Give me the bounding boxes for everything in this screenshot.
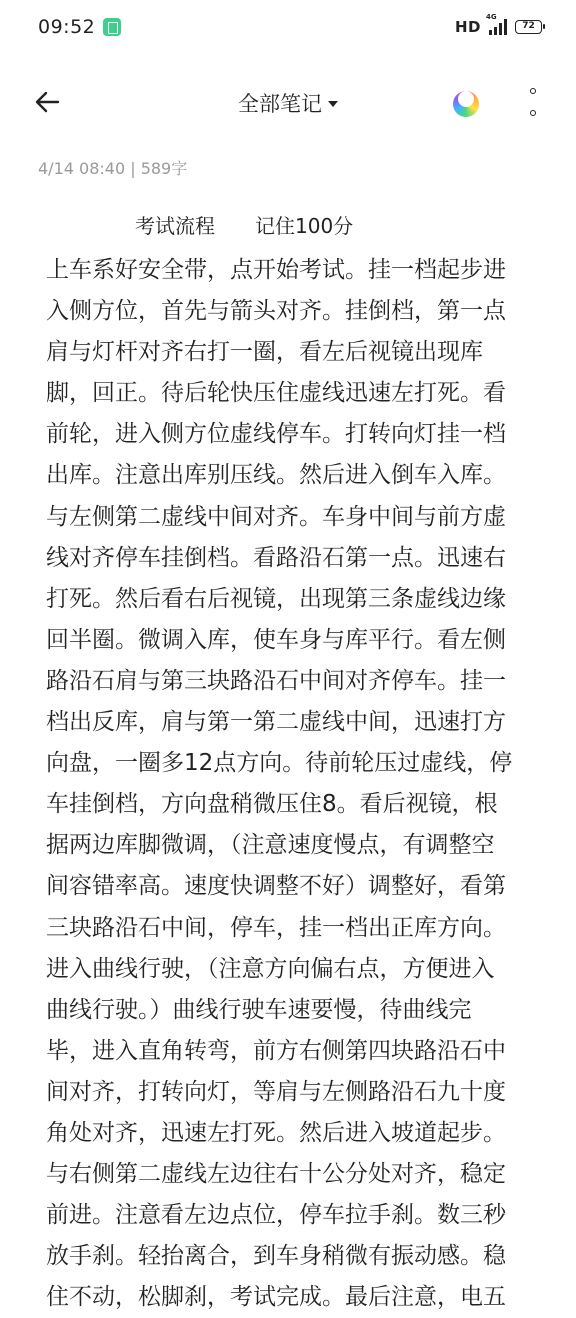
battery-icon: 72 — [515, 20, 542, 34]
note-body[interactable] — [46, 250, 532, 1318]
note-line: 肩与灯杆对齐右打一圈，看左后视镜出现库 — [46, 339, 483, 366]
dot — [530, 88, 536, 94]
note-line: 车挂倒档，方向盘稍微压住8。看后视镜，根 — [46, 791, 498, 818]
note-line: 据两边库脚微调，（注意速度慢点，有调整空 — [46, 832, 495, 859]
note-line: 向盘，一圈多12点方向。待前轮压过虚线，停 — [46, 750, 513, 777]
note-line: 间容错率高。速度快调整不好）调整好，看第 — [46, 873, 506, 900]
note-heading[interactable]: 考试流程 记住100分 — [135, 214, 354, 238]
signal-bar — [504, 19, 507, 35]
signal-bar — [499, 23, 502, 35]
note-line: 毕，进入直角转弯，前方右侧第四块路沿石中 — [46, 1037, 506, 1064]
note-line: 出库。注意出库别压线。然后进入倒车入库。 — [46, 462, 506, 489]
note-line: 间对齐，打转向灯，等肩与左侧路沿石九十度 — [46, 1078, 506, 1105]
note-line: 与左侧第二虚线中间对齐。车身中间与前方虚 — [46, 503, 506, 530]
toolbar — [0, 68, 576, 134]
hd-indicator: HD — [454, 18, 481, 36]
toolbar-title: 全部笔记 — [238, 92, 322, 116]
dot — [530, 110, 536, 116]
note-line: 前轮，进入侧方位虚线停车。打转向灯挂一档 — [46, 421, 506, 448]
note-line: 线对齐停车挂倒档。看路沿石第一点。迅速右 — [46, 544, 506, 571]
color-ring-icon — [453, 91, 479, 117]
note-line: 档出反库，肩与第一第二虚线中间，迅速打方 — [46, 709, 506, 736]
color-theme-button[interactable] — [451, 86, 481, 116]
signal-bar — [489, 30, 492, 35]
signal-icon — [486, 13, 507, 35]
note-meta: 4/14 08:40 | 589字 — [38, 159, 188, 178]
folder-selector — [0, 88, 576, 118]
status-bar — [0, 0, 576, 58]
note-line: 脚，回正。待后轮快压住虚线迅速左打死。看 — [46, 380, 506, 407]
note-line: 放手刹。轻抬离合，到车身稍微有振动感。稳 — [46, 1243, 506, 1270]
status-time: 09:52 — [38, 16, 96, 38]
note-line: 入侧方位，首先与箭头对齐。挂倒档，第一点 — [46, 298, 506, 325]
note-line: 与右侧第二虚线左边往右十公分处对齐，稳定 — [46, 1161, 506, 1188]
status-indicators — [454, 13, 542, 36]
note-line: 回半圈。微调入库，使车身与库平行。看左侧 — [46, 626, 506, 653]
signal-tag: 4G — [486, 13, 497, 21]
note-line: 打死。然后看右后视镜，出现第三条虚线边缘 — [46, 585, 506, 612]
note-line: 进入曲线行驶，（注意方向偏右点，方便进入 — [46, 955, 495, 982]
note-line: 曲线行驶。）曲线行驶车速要慢，待曲线完 — [46, 996, 472, 1023]
notification-app-icon — [103, 18, 121, 36]
caret-down-icon — [328, 101, 338, 107]
note-line: 三块路沿石中间，停车，挂一档出正库方向。 — [46, 914, 506, 941]
signal-bar — [494, 27, 497, 35]
note-line: 路沿石肩与第三块路沿石中间对齐停车。挂一 — [46, 667, 506, 694]
note-line: 上车系好安全带，点开始考试。挂一档起步进 — [46, 257, 506, 283]
folder-dropdown[interactable] — [238, 88, 338, 118]
note-line: 住不动，松脚刹，考试完成。最后注意，电五 — [46, 1284, 506, 1311]
note-line: 角处对齐，迅速左打死。然后进入坡道起步。 — [46, 1119, 506, 1146]
more-options-button[interactable] — [523, 88, 543, 116]
note-line: 前进。注意看左边点位，停车拉手刹。数三秒 — [46, 1202, 506, 1229]
